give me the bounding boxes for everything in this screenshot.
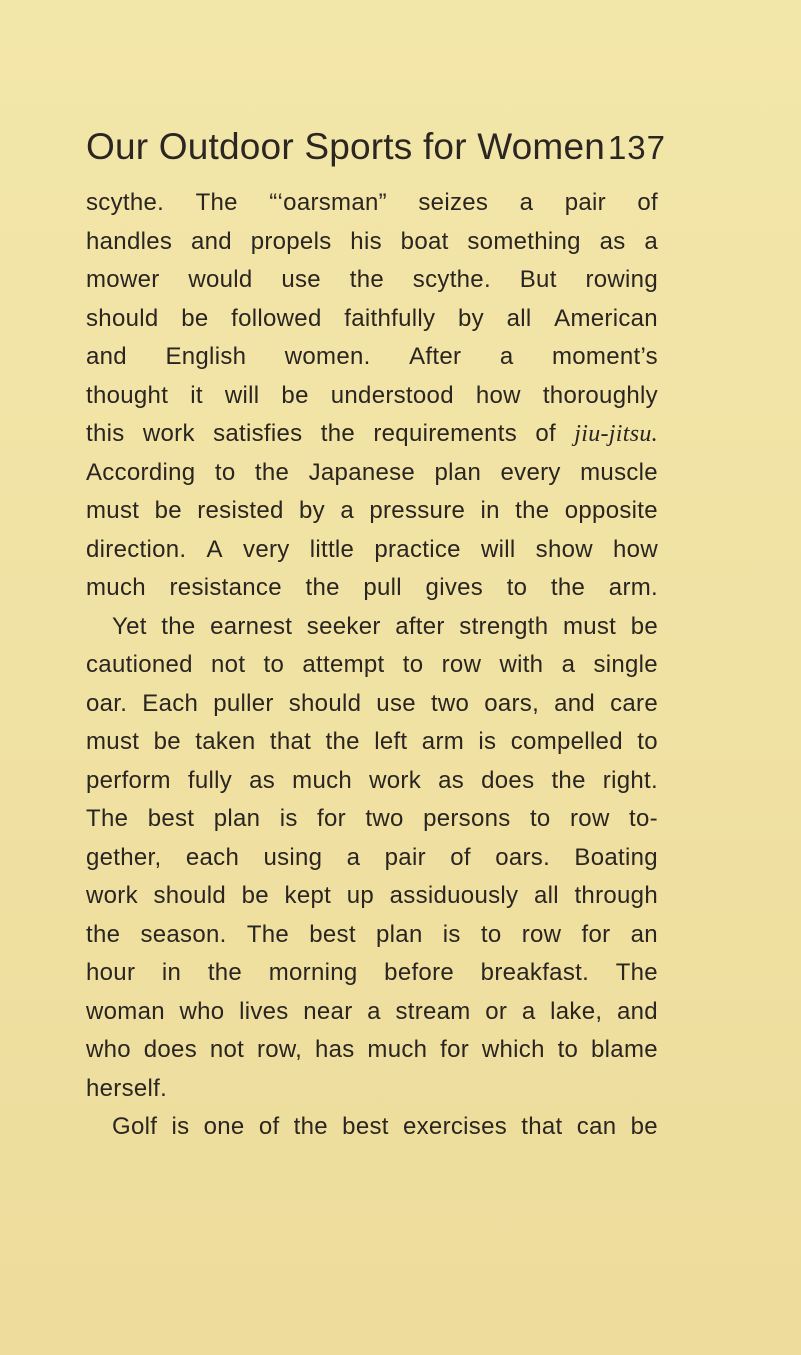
word: After <box>409 343 462 370</box>
word: stream <box>395 997 471 1025</box>
word: oars, <box>484 689 540 717</box>
word: the <box>207 959 243 986</box>
text-line <box>86 415 658 454</box>
word: would <box>188 266 253 293</box>
word: row <box>570 805 610 832</box>
text-line <box>86 454 658 493</box>
word: be <box>241 882 269 909</box>
word: near <box>303 997 353 1025</box>
word: pull <box>363 574 402 601</box>
word: be <box>281 381 309 409</box>
word: must <box>86 728 140 755</box>
running-head <box>86 126 666 176</box>
text-line <box>86 608 658 647</box>
page-number: 137 <box>607 129 666 166</box>
word: as <box>438 766 465 794</box>
word: much <box>292 766 353 794</box>
word: be <box>153 728 181 755</box>
word: boat <box>400 227 449 255</box>
word: not <box>209 1036 245 1063</box>
word: through <box>574 882 658 909</box>
word: followed <box>231 304 322 332</box>
word: does <box>143 1036 198 1063</box>
word: in <box>161 959 182 986</box>
word: the <box>86 920 121 948</box>
word: oars. <box>495 843 551 871</box>
text-line <box>86 1031 658 1070</box>
word: of <box>258 1113 280 1140</box>
text-line <box>86 762 658 801</box>
word: taken <box>195 728 256 755</box>
word: row, <box>256 1036 303 1063</box>
word: propels <box>250 227 332 255</box>
word: moment’s <box>551 343 658 370</box>
word: plan <box>434 458 482 486</box>
text-line <box>86 954 658 993</box>
word: up <box>346 882 375 909</box>
word: plan <box>213 805 261 832</box>
word: who <box>86 1036 131 1063</box>
text-line <box>86 569 658 608</box>
text-line <box>86 685 658 724</box>
word: satisfies <box>213 420 303 447</box>
word: best <box>309 920 356 948</box>
word: the <box>550 574 586 601</box>
word: of <box>535 420 556 447</box>
word: be <box>630 612 658 640</box>
running-head-title: Our Outdoor Sports for Women <box>86 126 606 167</box>
word: The <box>195 189 238 216</box>
word: all <box>533 882 559 909</box>
word: which <box>481 1036 545 1063</box>
word: oar. <box>86 689 128 717</box>
word: to <box>557 1036 579 1063</box>
word: be <box>630 1113 658 1140</box>
word: assiduously <box>389 882 519 909</box>
word: gether, <box>86 843 162 871</box>
word: his <box>350 227 382 255</box>
word: to <box>214 458 236 486</box>
word: persons <box>423 805 511 832</box>
word: pressure <box>369 497 466 524</box>
word: for <box>317 805 346 832</box>
word: to <box>637 728 658 755</box>
word: should <box>86 304 159 332</box>
word: to <box>480 920 502 948</box>
word: requirements <box>373 420 518 447</box>
word: attempt <box>302 651 385 678</box>
word: work <box>86 882 138 909</box>
word: the <box>325 728 360 755</box>
word: a <box>499 343 514 370</box>
word: has <box>314 1036 355 1063</box>
word: a <box>519 189 534 216</box>
word: must <box>86 497 140 524</box>
text-line <box>86 646 658 685</box>
word: should <box>288 689 362 717</box>
word: morning <box>268 959 358 986</box>
word: the <box>320 420 356 447</box>
word: Japanese <box>308 458 416 486</box>
word: breakfast. <box>480 959 590 986</box>
text-line <box>86 800 658 839</box>
word: perform <box>86 766 171 794</box>
word: puller <box>213 689 274 717</box>
word: row <box>521 920 562 948</box>
word: rowing <box>585 266 658 293</box>
word: herself. <box>86 1074 168 1102</box>
word: as <box>599 227 626 255</box>
word: will <box>224 381 260 409</box>
word: will <box>480 535 516 563</box>
word: jiu-jitsu. <box>574 421 658 447</box>
word: Yet <box>112 612 147 640</box>
word: that <box>521 1113 563 1140</box>
word: of <box>450 843 471 871</box>
word: to- <box>629 805 658 832</box>
word: The <box>86 805 129 832</box>
word: Each <box>142 689 199 717</box>
word: seizes <box>418 189 489 216</box>
word: scythe. <box>412 266 491 293</box>
word: strength <box>459 612 549 640</box>
word: handles <box>86 227 173 255</box>
word: “‘oarsman” <box>269 189 387 216</box>
word: must <box>562 612 617 640</box>
word: or <box>485 997 508 1025</box>
word: does <box>481 766 535 794</box>
word: lives <box>239 997 289 1025</box>
word: The <box>246 920 290 948</box>
text-line <box>86 184 658 223</box>
word: practice <box>374 535 461 563</box>
word: by <box>457 304 484 332</box>
word: arm. <box>608 574 658 601</box>
word: and <box>190 227 232 255</box>
word: something <box>467 227 581 255</box>
word: of <box>637 189 658 216</box>
word: A <box>206 535 223 563</box>
word: muscle <box>580 458 658 486</box>
word: before <box>384 959 455 986</box>
word: faithfully <box>344 304 436 332</box>
word: arm <box>421 728 465 755</box>
word: woman <box>86 997 165 1025</box>
word: using <box>263 843 323 871</box>
word: all <box>506 304 532 332</box>
word: a <box>644 227 658 255</box>
word: pair <box>564 189 606 216</box>
word: is <box>442 920 461 948</box>
word: with <box>499 651 544 678</box>
word: one <box>203 1113 245 1140</box>
word: Golf <box>112 1113 158 1140</box>
word: for <box>581 920 611 948</box>
word: left <box>374 728 408 755</box>
text-line <box>86 223 658 262</box>
word: gives <box>425 574 484 601</box>
word: in <box>480 497 500 524</box>
word: it <box>190 381 203 409</box>
text-line <box>86 916 658 955</box>
word: resisted <box>197 497 284 524</box>
word: pair <box>384 843 426 871</box>
word: best <box>147 805 195 832</box>
word: how <box>613 535 658 563</box>
word: best <box>342 1113 389 1140</box>
word: for <box>440 1036 470 1063</box>
word: the <box>515 497 550 524</box>
word: But <box>519 266 557 293</box>
word: single <box>593 651 658 678</box>
word: opposite <box>564 497 658 524</box>
word: exercises <box>402 1113 508 1140</box>
word: seeker <box>306 612 381 640</box>
word: the <box>293 1113 328 1140</box>
word: who <box>179 997 225 1025</box>
word: plan <box>376 920 423 948</box>
word: be <box>154 497 182 524</box>
text-line <box>86 261 658 300</box>
word: the <box>551 766 586 794</box>
word: fully <box>187 766 233 794</box>
word: to <box>529 805 551 832</box>
word: lake, <box>550 997 603 1025</box>
word: and <box>554 689 596 717</box>
word: right. <box>602 766 658 794</box>
word: much <box>367 1036 428 1063</box>
word: by <box>299 497 325 524</box>
word: that <box>269 728 312 755</box>
word: blame <box>591 1036 658 1063</box>
word: is <box>171 1113 190 1140</box>
word: scythe. <box>86 189 165 216</box>
word: how <box>475 381 521 409</box>
word: mower <box>86 266 160 293</box>
word: is <box>279 805 298 832</box>
text-line <box>86 993 658 1032</box>
word: the <box>305 574 340 601</box>
word: row <box>441 651 482 678</box>
body-text <box>86 184 658 1147</box>
word: not <box>211 651 246 678</box>
word: According <box>86 458 196 486</box>
word: very <box>243 535 290 563</box>
word: can <box>576 1113 617 1140</box>
word: thoroughly <box>542 381 658 409</box>
word: as <box>249 766 276 794</box>
word: to <box>402 651 424 678</box>
word: and <box>616 997 658 1025</box>
word: show <box>535 535 593 563</box>
word: women. <box>284 343 371 370</box>
word: to <box>263 651 285 678</box>
text-line <box>86 300 658 339</box>
word: is <box>478 728 497 755</box>
word: care <box>610 689 658 717</box>
word: understood <box>330 381 454 409</box>
text-line <box>86 839 658 878</box>
word: the <box>254 458 290 486</box>
word: resistance <box>169 574 282 601</box>
word: little <box>309 535 355 563</box>
word: use <box>376 689 416 717</box>
text-line <box>86 531 658 570</box>
word: The <box>615 959 658 986</box>
text-line <box>86 492 658 531</box>
word: a <box>346 843 361 871</box>
text-line <box>86 877 658 916</box>
text-line <box>86 338 658 377</box>
word: cautioned <box>86 651 193 678</box>
word: hour <box>86 959 136 986</box>
text-line <box>86 1108 658 1147</box>
word: an <box>630 920 658 948</box>
text-line <box>86 377 658 416</box>
word: work <box>142 420 195 447</box>
word: season. <box>140 920 227 948</box>
word: be <box>181 304 209 332</box>
word: each <box>185 843 240 871</box>
word: after <box>395 612 445 640</box>
word: two <box>365 805 404 832</box>
word: use <box>281 266 321 293</box>
word: kept <box>284 882 332 909</box>
word: and <box>86 343 127 370</box>
word: a <box>561 651 576 678</box>
word: every <box>500 458 561 486</box>
word: the <box>349 266 384 293</box>
word: a <box>340 497 354 524</box>
word: compelled <box>510 728 623 755</box>
word: should <box>153 882 227 909</box>
word: to <box>506 574 528 601</box>
text-line <box>86 1070 658 1109</box>
word: American <box>554 304 658 332</box>
word: English <box>165 343 247 370</box>
text-line <box>86 723 658 762</box>
word: a <box>367 997 381 1025</box>
word: earnest <box>210 612 293 640</box>
word: a <box>521 997 536 1025</box>
word: this <box>86 420 125 447</box>
word: the <box>161 612 196 640</box>
word: thought <box>86 381 169 409</box>
word: much <box>86 574 146 601</box>
word: direction. <box>86 535 187 563</box>
word: Boating <box>574 843 658 871</box>
word: two <box>430 689 470 717</box>
word: work <box>369 766 422 794</box>
